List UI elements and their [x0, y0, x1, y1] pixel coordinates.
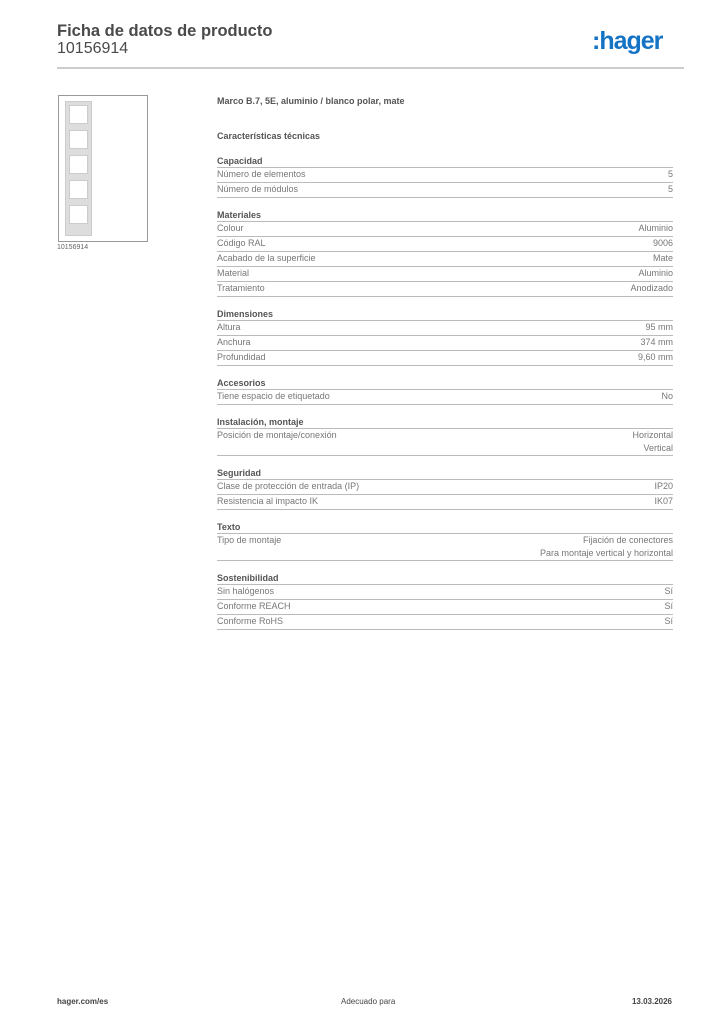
- spec-label: Conforme REACH: [217, 601, 291, 612]
- spec-label: Colour: [217, 223, 244, 234]
- spec-label: Tipo de montaje: [217, 535, 282, 546]
- spec-label: Material: [217, 268, 250, 279]
- section-heading: Texto: [217, 520, 673, 534]
- product-title: Marco B.7, 5E, aluminio / blanco polar, mate: [217, 96, 405, 106]
- spec-label: Altura: [217, 322, 241, 333]
- hager-logo: :hager: [592, 27, 663, 55]
- spec-row: [217, 600, 673, 615]
- spec-value: IK07: [654, 496, 673, 507]
- spec-label: Anchura: [217, 337, 251, 348]
- spec-content: [217, 94, 673, 630]
- spec-value: Fijación de conectores: [582, 535, 673, 546]
- footer-date: 13.03.2026: [631, 997, 672, 1006]
- spec-value-2: Vertical: [643, 442, 673, 453]
- spec-label: Tratamiento: [217, 283, 265, 294]
- section-heading: Seguridad: [217, 466, 673, 480]
- spec-value: 9006: [652, 238, 673, 249]
- spec-section: [217, 571, 673, 630]
- spec-value: 5: [667, 184, 673, 195]
- spec-section: [217, 307, 673, 366]
- spec-value: No: [661, 391, 673, 402]
- spec-row: [217, 585, 673, 600]
- spec-section: [217, 154, 673, 198]
- spec-label: Número de módulos: [217, 184, 299, 195]
- spec-section: [217, 520, 673, 561]
- spec-label: Posición de montaje/conexión: [217, 430, 337, 441]
- spec-value: Horizontal: [632, 430, 673, 441]
- spec-section: [217, 376, 673, 405]
- section-heading: Materiales: [217, 208, 673, 222]
- spec-label: Sin halógenos: [217, 586, 275, 597]
- spec-row: [217, 168, 673, 183]
- footer-middle: Adecuado para: [341, 997, 396, 1006]
- spec-row: [217, 183, 673, 198]
- spec-value-2: Para montaje vertical y horizontal: [539, 547, 673, 558]
- footer-site: hager.com/es: [57, 997, 109, 1006]
- spec-row: [217, 267, 673, 282]
- spec-row: [217, 390, 673, 405]
- spec-label: Número de elementos: [217, 169, 306, 180]
- spec-row: [217, 351, 673, 366]
- spec-value: IP20: [654, 481, 673, 492]
- spec-row: [217, 615, 673, 630]
- spec-value: 9,60 mm: [637, 352, 673, 363]
- spec-row: [217, 252, 673, 267]
- spec-label: Acabado de la superficie: [217, 253, 316, 264]
- spec-value: Aluminio: [638, 268, 673, 279]
- tech-title: Características técnicas: [217, 131, 321, 141]
- spec-section: [217, 466, 673, 510]
- spec-value: 95 mm: [645, 322, 673, 333]
- section-heading: Capacidad: [217, 154, 673, 168]
- spec-row: [217, 480, 673, 495]
- spec-section: [217, 415, 673, 456]
- section-heading: Dimensiones: [217, 307, 673, 321]
- product-code: 10156914: [57, 40, 129, 57]
- spec-label: Profundidad: [217, 352, 266, 363]
- image-caption: 10156914: [57, 244, 89, 251]
- spec-value: Aluminio: [638, 223, 673, 234]
- spec-label: Clase de protección de entrada (IP): [217, 481, 360, 492]
- page-title: Ficha de datos de producto: [57, 22, 273, 40]
- section-heading: Instalación, montaje: [217, 415, 673, 429]
- spec-value: Sí: [664, 616, 673, 627]
- header-divider: [57, 67, 684, 69]
- spec-row: [217, 495, 673, 510]
- spec-row: [217, 429, 673, 456]
- spec-label: Conforme RoHS: [217, 616, 284, 627]
- spec-row: [217, 321, 673, 336]
- spec-value: Mate: [652, 253, 673, 264]
- spec-value: Sí: [664, 586, 673, 597]
- spec-section: [217, 208, 673, 297]
- spec-label: Tiene espacio de etiquetado: [217, 391, 330, 402]
- frame-illustration: [65, 101, 92, 236]
- spec-label: Resistencia al impacto IK: [217, 496, 319, 507]
- spec-row: [217, 222, 673, 237]
- product-image: [58, 95, 148, 242]
- spec-row: [217, 237, 673, 252]
- section-heading: Accesorios: [217, 376, 673, 390]
- spec-row: [217, 336, 673, 351]
- section-heading: Sostenibilidad: [217, 571, 673, 585]
- spec-value: Sí: [664, 601, 673, 612]
- spec-row: [217, 534, 673, 561]
- spec-value: 374 mm: [640, 337, 673, 348]
- spec-label: Código RAL: [217, 238, 266, 249]
- spec-value: 5: [667, 169, 673, 180]
- spec-value: Anodizado: [630, 283, 673, 294]
- spec-row: [217, 282, 673, 297]
